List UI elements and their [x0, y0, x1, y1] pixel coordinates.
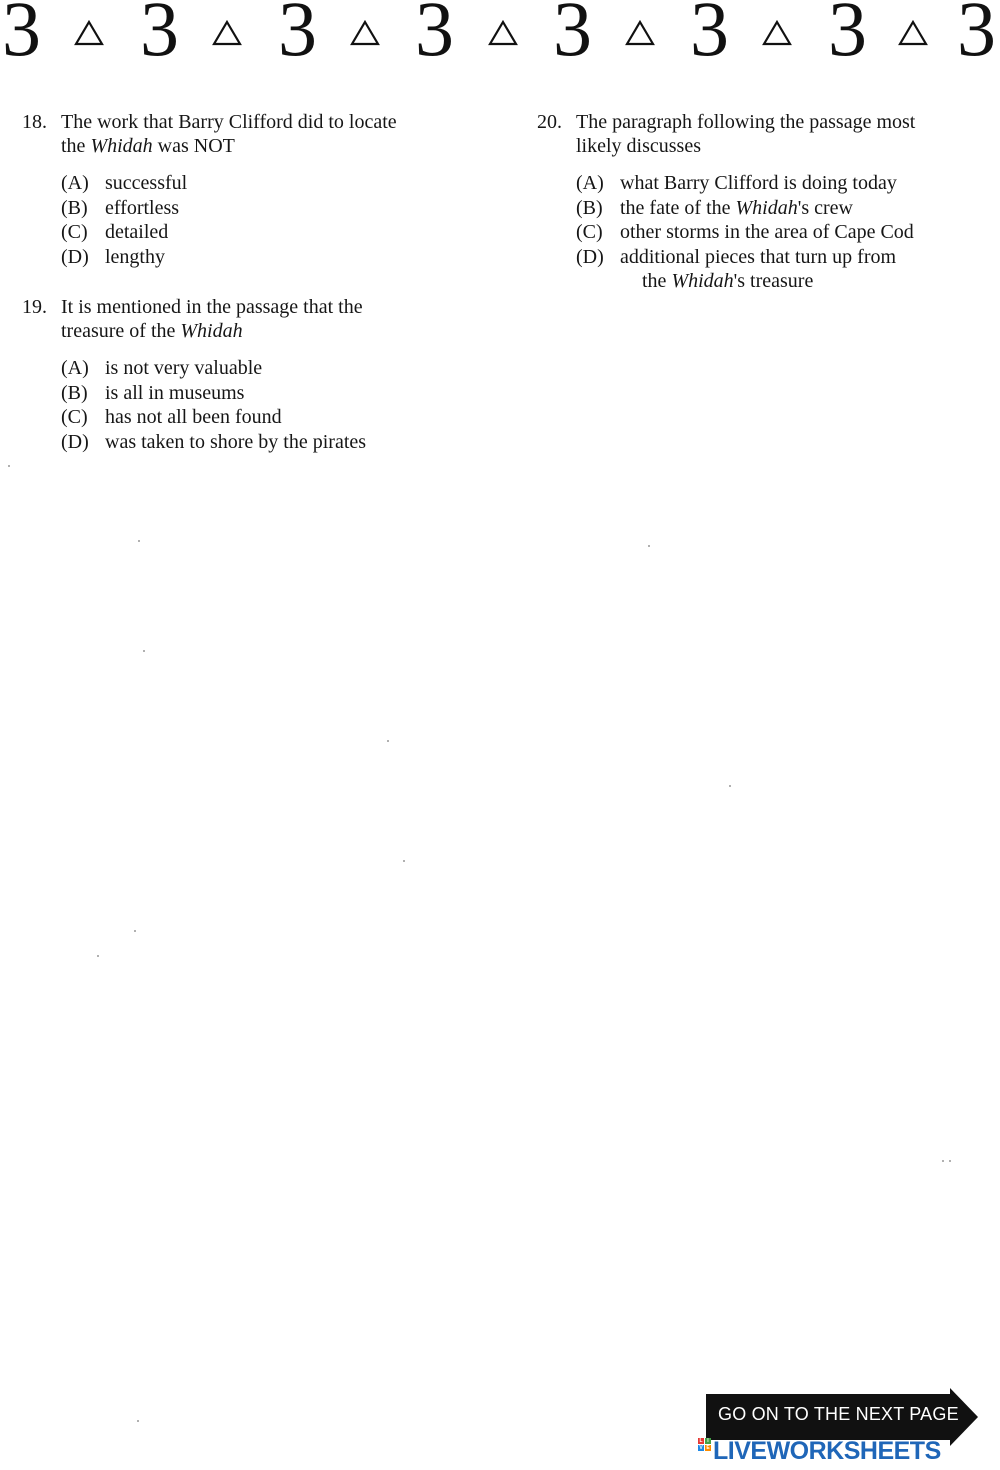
option-letter: (A)	[576, 172, 604, 194]
ship-name: Whidah	[180, 320, 243, 342]
option-letter: (B)	[61, 381, 88, 404]
question-number: 19.	[22, 296, 47, 318]
option-letter: (D)	[576, 245, 604, 268]
answer-option-a[interactable]	[61, 356, 492, 381]
option-text: detailed	[105, 221, 169, 243]
option-text: effortless	[105, 196, 180, 219]
option-letter: (C)	[61, 406, 88, 428]
ship-name: Whidah	[90, 135, 153, 157]
speck	[8, 465, 10, 467]
liveworksheets-logo[interactable]	[698, 1436, 998, 1466]
speck	[942, 1160, 944, 1162]
badge-letter: E	[706, 1445, 710, 1451]
option-letter: (D)	[61, 245, 89, 268]
answer-option-b[interactable]	[61, 381, 492, 406]
logo-text: LIVEWORKSHEETS	[713, 1437, 941, 1465]
option-text-fragment: 's crew	[797, 196, 853, 219]
question-text-fragment: the	[61, 135, 91, 157]
question-stem	[537, 110, 987, 158]
answer-option-b[interactable]	[576, 196, 987, 221]
section-number: 3	[140, 0, 179, 72]
triangle-outline-icon	[625, 20, 655, 51]
option-text-continuation	[620, 269, 987, 294]
option-text-fragment: the	[642, 270, 672, 292]
question-stem	[22, 110, 492, 158]
answer-option-a[interactable]	[61, 171, 492, 196]
answer-options	[22, 356, 492, 454]
triangle-outline-icon	[898, 20, 928, 51]
option-text: has not all been found	[105, 406, 282, 428]
option-letter: (B)	[61, 196, 88, 219]
speck	[97, 955, 99, 957]
option-text	[620, 197, 853, 219]
question-20	[537, 110, 987, 294]
answer-options	[22, 171, 492, 269]
option-letter: (B)	[576, 196, 603, 219]
option-text: successful	[105, 172, 188, 194]
section-number: 3	[415, 0, 454, 72]
option-text: other storms in the area of Cape Cod	[620, 221, 914, 243]
triangle-outline-icon	[74, 20, 104, 51]
answer-option-d[interactable]	[576, 245, 987, 294]
question-number: 18.	[22, 111, 47, 133]
ship-name: Whidah	[671, 270, 734, 292]
section-number: 3	[278, 0, 317, 72]
option-letter: (A)	[61, 172, 89, 194]
option-text: additional pieces that turn up from	[620, 245, 897, 268]
section-header-band	[0, 0, 1000, 72]
question-text-fragment: was NOT	[152, 135, 235, 157]
option-text: was taken to shore by the pirates	[105, 430, 367, 453]
speck	[949, 1160, 951, 1162]
answer-option-d[interactable]	[61, 245, 492, 270]
next-page-label: GO ON TO THE NEXT PAGE	[718, 1404, 959, 1424]
speck	[387, 740, 389, 742]
answer-option-a[interactable]	[576, 171, 987, 196]
triangle-outline-icon	[488, 20, 518, 51]
question-text-line-2	[61, 319, 492, 343]
section-number: 3	[957, 0, 996, 72]
badge-letter: V	[699, 1445, 703, 1451]
speck	[729, 785, 731, 787]
question-text-fragment: treasure of the	[61, 320, 181, 342]
speck	[648, 545, 650, 547]
question-18	[22, 110, 492, 269]
option-text: is all in museums	[105, 381, 245, 404]
speck	[134, 930, 136, 932]
answer-option-c[interactable]	[61, 220, 492, 245]
option-text-fragment: the fate of the	[620, 196, 736, 219]
speck	[143, 650, 145, 652]
option-letter: (C)	[61, 221, 88, 243]
question-text-line-2	[61, 134, 492, 158]
option-letter: (D)	[61, 430, 89, 453]
option-text: what Barry Clifford is doing today	[620, 172, 897, 194]
triangle-outline-icon	[350, 20, 380, 51]
question-text-line-2: likely discusses	[576, 135, 701, 157]
question-text-line-1: It is mentioned in the passage that the	[61, 296, 363, 318]
ship-name: Whidah	[735, 196, 798, 219]
section-number: 3	[828, 0, 867, 72]
question-stem	[22, 295, 492, 343]
answer-option-b[interactable]	[61, 196, 492, 221]
triangle-outline-icon	[762, 20, 792, 51]
speck	[137, 1420, 139, 1422]
question-19	[22, 295, 492, 454]
answer-options	[537, 171, 987, 294]
section-number: 3	[2, 0, 41, 72]
answer-option-d[interactable]	[61, 430, 492, 455]
option-text: lengthy	[105, 245, 165, 268]
option-letter: (A)	[61, 357, 89, 379]
option-text-fragment: 's treasure	[733, 270, 814, 292]
question-text-line-1: The work that Barry Clifford did to locate	[61, 111, 397, 133]
logo-badge-icon	[698, 1438, 712, 1464]
section-number: 3	[553, 0, 592, 72]
speck	[403, 860, 405, 862]
option-text: is not very valuable	[105, 357, 263, 379]
answer-option-c[interactable]	[61, 405, 492, 430]
triangle-outline-icon	[212, 20, 242, 51]
section-number: 3	[690, 0, 729, 72]
option-letter: (C)	[576, 221, 603, 243]
badge-letter: I	[705, 1438, 711, 1444]
speck	[138, 540, 140, 542]
answer-option-c[interactable]	[576, 220, 987, 245]
question-number: 20.	[537, 111, 562, 133]
question-text-line-1: The paragraph following the passage most	[576, 111, 916, 133]
badge-letter: L	[699, 1438, 703, 1444]
